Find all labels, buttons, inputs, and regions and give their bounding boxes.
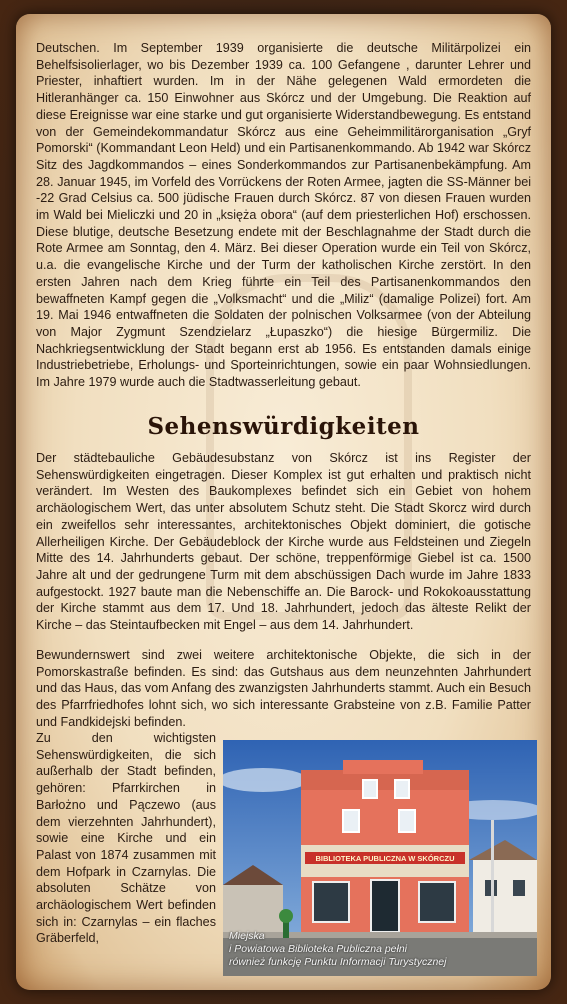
photo-caption: [229, 930, 529, 969]
library-sign: BIBLIOTEKA PUBLICZNA W SKÓRCZU: [315, 854, 455, 863]
section-heading: Sehenswürdigkeiten: [147, 413, 420, 440]
history-paragraph: Deutschen. Im September 1939 organisierte die deutsche Militärpolizei ein Behelfsisolierlager, wo bis Dezember 1939 ca. 100 Gefangene , darunter Lehrer und Priester, inhaftiert wurden. Im in der Nähe gelegenen Wald ermordeten die Hitleranhänger ca. 150 Einwohner aus Skórcz und der Umgebung. Die Reaktion auf diese Ereignisse war eine starke und gut organisierte Widerstandbewegung. Es entstand von der Gemeindekommandatur Skórcz aus eine Geheimmilitärorganisation „Gryf Pomorski“ (Kommandant Leon Held) und ein Partisanenkommando. Ab 1942 war Skórcz Sitz des Jagdkommandos – eines Sonderkommandos zur Partisanenbekämpfung. Am 28. Januar 1945, im Vorfeld des Vorrückens der Roten Armee, jagten die SS-Männer bei -22 Grad Celsius ca. 500 jüdische Frauen durch Skórcz. 87 von diesen Frauen wurden im Wald bei Mieliczki und 20 in „księża obora“ (auf dem priesterlichen Hof) erschossen. Diese blutige, deutsche Besetzung endete mit der Beschlagnahme der Stadt durch die Rote Armee am Sonntag, den 4. März. Bei dieser Operation wurde ein Teil von Skórcz, u.a. die evangelische Kirche und der Turm der katholischen Kirche zerstört. In den ersten Jahren nach dem Krieg führte ein Teil des Partisanenkommandos den bewaffneten Kampf gegen die „Volksmacht“ und die „Miliz“ (damalige Polizei) fort. Am 19. Mai 1946 entwaffneten die Soldaten der polnischen Volksarmee (von der Abteilung von Major Zygmunt Szendzielarz „Łupaszko“) die hiesige Bürgermiliz. Die Nachkriegsentwicklung der Stadt begann erst ab 1956. Es entstanden damals einige Industriebetriebe, Erholungs- und Sporteinrichtungen, sowie ein paar Wohnsiedlungen. Im Jahre 1979 wurde auch die Stadtwasserleitung gebaut.: [36, 41, 531, 390]
sights-paragraph-outside: Zu den wichtigsten Sehenswürdigkeiten, die sich außerhalb der Stadt befinden, gehören: Pfarrkirchen in Barłożno und Pączewo (aus dem vierzehnten Jahrhundert), sowie eine Kirche und ein Palast von 1874 zusammen mit dem Hofpark in Czarnylas. Die absoluten Schätze von archäologischem Wert befinden sich in: Czarnylas – ein flaches Gräberfeld,: [36, 731, 216, 946]
sights-paragraph-pomorska: Bewundernswert sind zwei weitere architektonische Objekte, die sich in der Pomorskastraße befinden. Es sind: das Gutshaus aus dem neunzehnten Jahrhundert und das Haus, das vom Anfang des zwanzigsten Jahrhunderts stammt. Auch ein Besuch des Pfarrfriedhofes lohnt sich, wo sich interessante Grabsteine von z.B. Familie Patter und Fandkidejski befinden.: [36, 648, 531, 729]
sights-paragraph-church: Der städtebauliche Gebäudesubstanz von Skórcz ist ins Register der Sehenswürdigkeiten eingetragen. Dieser Komplex ist gut erhalten und praktisch nicht verändert. Im Westen des Baukomplexes befindet sich ein Gebiet von hohem archäologischem Wert, das unter absolutem Schutz steht. Die Stadt Skorcz wird durch ein zweifellos sehr interessantes, architektonisches Objekt dominiert, die gotische Allerheiligen Kirche. Der Gebäudeblock der Kirche wurde aus Feldsteinen und Ziegeln Mitte des 14. Jahrhunderts gebaut. Der schöne, treppenförmige Giebel ist ca. 1500 Jahre alt und der gedrungene Turm mit dem abschüssigen Dach wurde im Jahre 1833 aufgestockt. 1927 baute man die Nebenschiffe an. Die Barock- und Rokokoausstattung der Kirche stammt aus dem 17. Und 18. Jahrhundert, jedoch das älteste Relikt der Kirche – das Steintaufbecken mit Engel – aus dem 14. Jahrhundert.: [36, 451, 531, 633]
photo-caption-text: Miejska i Powiatowa Biblioteka Publiczna pełni również funkcję Punktu Informacji Turystycznej: [229, 930, 447, 968]
